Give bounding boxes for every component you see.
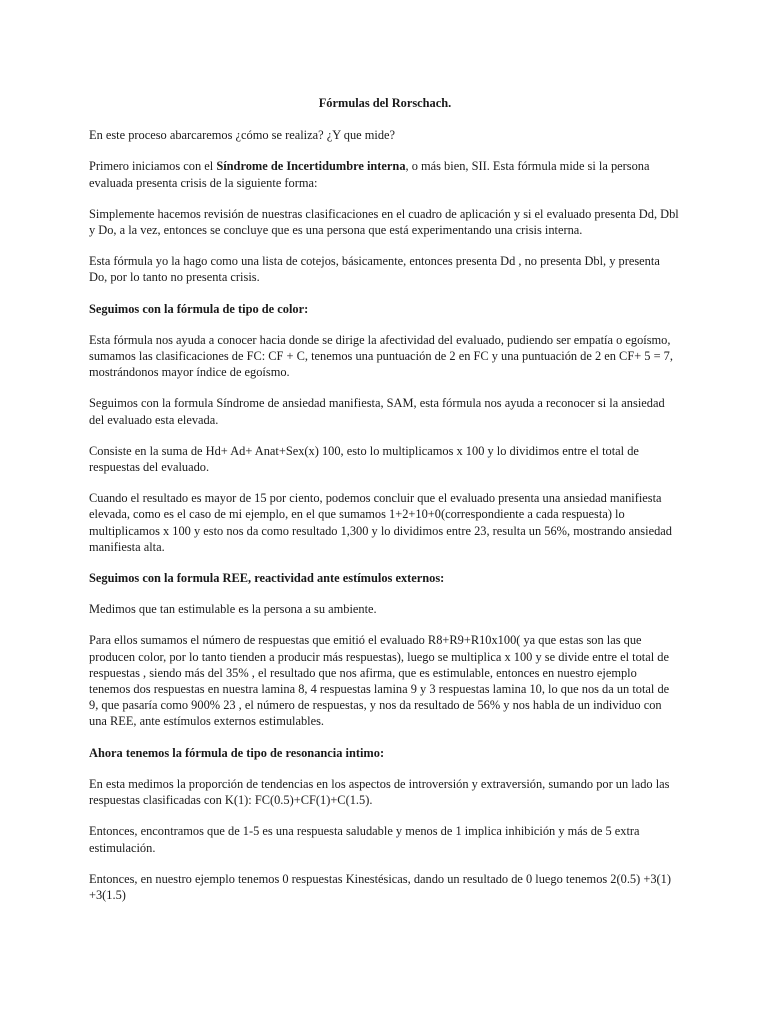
paragraph: Seguimos con la formula Síndrome de ansiedad manifiesta, SAM, esta fórmula nos ayuda a reconocer si la ansiedad del evaluado esta elevada.: [89, 396, 665, 427]
paragraph: Consiste en la suma de Hd+ Ad+ Anat+Sex(x) 100, esto lo multiplicamos x 100 y lo dividimos entre el total de respuestas del evaluado.: [89, 443, 639, 475]
paragraph: Entonces, en nuestro ejemplo tenemos 0 respuestas Kinestésicas, dando un resultado de 0 luego tenemos 2(0.5) +3(1) +3(1.5): [89, 871, 671, 902]
paragraph: Cuando el resultado es mayor de 15 por ciento, podemos concluir que el evaluado presenta una ansiedad manifiesta elevada, como es el caso de mi ejemplo, en el que sumamos 1+2+10+0(correspondiente a cada respuesta) lo multiplicamos x 100 y esto nos da como resultado 1,300 y lo dividimos entre 23, resulta un 56%, mostrando ansiedad manifiesta alta.: [89, 491, 672, 554]
sii-text-after: , o más bien, SII. Esta fórmula mide si la persona evaluada presenta crisis de la siguiente forma:: [89, 159, 650, 190]
paragraph: En esta medimos la proporción de tendencias en los aspectos de introversión y extraversión, sumando por un lado las respuestas clasificadas con K(1): FC(0.5)+CF(1)+C(1.5).: [89, 776, 670, 808]
paragraph: Para ellos sumamos el número de respuestas que emitió el evaluado R8+R9+R10x100( ya que estas son las que producen color, por lo tanto tienden a producir más respuestas), luego se multiplica x 100 y se divide entre el total de respuestas , siendo más del 35% , el resultado que nos afirma, que es estimulable, entonces en nuestro ejemplo tenemos dos respuestas en nuestra lamina 8, 4 respuestas lamina 9 y 3 respuestas lamina 10, lo que nos da un total de 9, que pasaría como 900% 23 , el número de respuestas, y nos da resultado de 56% y nos habla de un individuo con una REE, ante estímulos externos estimulables.: [89, 633, 670, 729]
paragraph: Esta fórmula yo la hago como una lista de cotejos, básicamente, entonces presenta Dd , no presenta Dbl, y presenta Do, por lo tanto no presenta crisis.: [89, 254, 660, 285]
paragraph: Esta fórmula nos ayuda a conocer hacia donde se dirige la afectividad del evaluado, pudiendo ser empatía o egoísmo, sumamos las clasificaciones de FC: CF + C, tenemos una puntuación de 2 en FC y una puntuación de 2 en CF+ 5 = 7, mostrándonos mayor índice de egoísmo.: [89, 332, 673, 380]
section-heading-color: Seguimos con la fórmula de tipo de color:: [89, 301, 309, 316]
document-body: [89, 95, 681, 918]
sii-term: Síndrome de Incertidumbre interna: [216, 159, 406, 174]
paragraph: Medimos que tan estimulable es la persona a su ambiente.: [89, 602, 377, 617]
sii-paragraph: [89, 158, 681, 190]
sii-text-before: Primero iniciamos con el: [89, 159, 217, 174]
paragraph: Entonces, encontramos que de 1-5 es una respuesta saludable y menos de 1 implica inhibición y más de 5 extra estimulación.: [89, 824, 640, 855]
section-heading-resonance: Ahora tenemos la fórmula de tipo de resonancia intimo:: [89, 745, 385, 760]
intro-paragraph: En este proceso abarcaremos ¿cómo se realiza? ¿Y que mide?: [89, 128, 396, 143]
document-title: Fórmulas del Rorschach.: [318, 96, 452, 110]
section-heading-ree: Seguimos con la formula REE, reactividad ante estímulos externos:: [89, 571, 445, 586]
paragraph: Simplemente hacemos revisión de nuestras clasificaciones en el cuadro de aplicación y si el evaluado presenta Dd, Dbl y Do, a la vez, entonces se concluye que es una persona que está experimentando una crisis interna.: [89, 206, 679, 238]
